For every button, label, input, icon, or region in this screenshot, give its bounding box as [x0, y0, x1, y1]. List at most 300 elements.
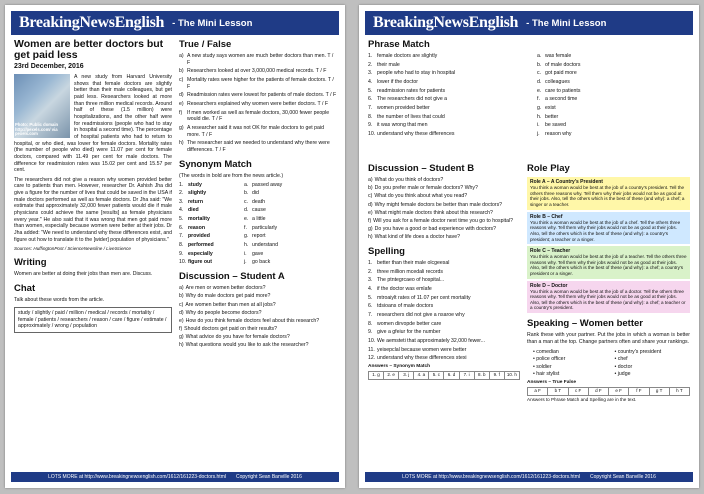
synonym-row	[179, 251, 337, 258]
synonym-word: mortality	[188, 216, 210, 223]
synonym-answer-cell: 3. j	[399, 372, 414, 379]
synonym-answer-cell: 9. f	[490, 372, 505, 379]
tf-answer-cell: c F	[569, 388, 589, 395]
spelling-number: 6.	[368, 303, 373, 310]
spelling-text: We aemsteti that approximately 32,000 fewer...	[377, 337, 486, 344]
true-false-item-letter: g)	[179, 125, 184, 132]
role-card-title: Role C – Teacher	[530, 248, 571, 255]
true-false-item-text: Mortality rates were higher for the patients of female doctors. T / F	[187, 77, 334, 90]
true-false-item-text: A researcher said it was not OK for male doctors to get paid more. T / F	[187, 125, 324, 138]
phrase-start: their male	[377, 61, 400, 68]
discussion-b-question	[368, 177, 520, 184]
synonym-word: study	[188, 181, 202, 188]
synonym-answers-grid	[368, 371, 520, 380]
discussion-b-question-letter: f)	[368, 217, 372, 224]
discussion-b-question-letter: e)	[368, 209, 373, 216]
phrase-start: people who had to stay in hospital	[377, 70, 456, 77]
discussion-a-question-letter: d)	[179, 309, 184, 316]
discussion-a-question	[179, 310, 337, 317]
synonym-word: provided	[188, 233, 210, 240]
phrase-end: a second time	[545, 96, 578, 103]
tf-answer-cell: f F	[629, 388, 649, 395]
discussion-a-question-text: How do you think female doctors feel about this research?	[185, 317, 320, 324]
true-false-item-text: Readmission rates were lowest for patients of male doctors. T / F	[187, 92, 337, 99]
phrase-end: exist	[545, 105, 556, 112]
chat-instruction: Talk about these words from the article.	[14, 297, 105, 304]
spelling-item	[368, 295, 520, 302]
role-card	[527, 177, 690, 209]
true-false-item-letter: e)	[179, 101, 184, 108]
spelling-number: 12.	[368, 355, 376, 362]
spelling-text: give a gfeiur for the number	[377, 329, 441, 336]
bullet-icon: •	[533, 356, 537, 363]
synonym-match: a little	[252, 216, 266, 223]
discussion-a-question	[179, 285, 337, 292]
true-false-item-letter: f)	[179, 109, 183, 116]
bullet-icon: •	[614, 363, 618, 370]
discussion-a-question	[179, 334, 337, 341]
job-label: police officer	[536, 356, 566, 363]
discussion-a-question-text: Why do people become doctors?	[185, 309, 262, 316]
synonym-word: died	[188, 207, 199, 214]
synonym-row	[179, 216, 337, 223]
job-label: country's president	[617, 348, 662, 355]
footer-link[interactable]: LOTS MORE at http://www.breakingnewsenglish.com/1612/161223-doctors.html	[402, 474, 580, 480]
phrase-start: readmission rates for patients	[377, 87, 446, 94]
phrase-letter: f.	[537, 96, 540, 103]
article-date: 23rd December, 2016	[14, 63, 84, 71]
synonym-answer-cell: 8. b	[475, 372, 490, 379]
synonym-number: 2.	[179, 190, 184, 197]
discussion-b-question-letter: g)	[368, 226, 373, 233]
true-false-item-letter: h)	[179, 140, 184, 147]
tf-answer-cell: b T	[548, 388, 568, 395]
spelling-heading: Spelling	[368, 245, 405, 257]
true-false-item	[179, 53, 337, 66]
synonym-letter: d.	[244, 207, 249, 214]
synonym-row	[179, 190, 337, 197]
synonym-row	[179, 259, 337, 266]
bullet-icon: •	[533, 348, 537, 355]
spelling-item	[368, 338, 520, 345]
synonym-match: passed away	[252, 181, 283, 188]
spelling-text: women dirvopde better care	[377, 320, 442, 327]
phrase-end: was female	[545, 53, 572, 60]
phrase-number: 1.	[368, 53, 373, 60]
role-card-text: You think a woman would be best at the job of a chef. Tell the others three reasons why. Tell them why their jobs would not be as good at their jobs. Also, tell the others which is the best of these (and why): a country's president; a teacher or a singer.	[530, 219, 681, 242]
job-item	[533, 356, 609, 363]
role-card-title: Role A – A Country's President	[530, 179, 603, 186]
discussion-b-question-text: Will you ask for a female doctor next time you go to hospital?	[373, 217, 514, 224]
job-item	[615, 349, 691, 356]
tf-answers-label: Answers – True False	[527, 380, 577, 386]
phrase-match-row	[368, 96, 690, 103]
tf-answer-cell: d F	[589, 388, 609, 395]
true-false-item-letter: c)	[179, 77, 184, 84]
discussion-b-question	[368, 202, 520, 209]
chat-word-box: study / slightly / paid / million / medical / records / mortality / female / patients / researchers / reason / care / figure / estimate / approximately / wrong / population	[14, 307, 172, 333]
spelling-number: 3.	[368, 277, 373, 284]
phrase-letter: j.	[537, 131, 540, 138]
synonym-row	[179, 233, 337, 240]
synonym-number: 8.	[179, 242, 184, 249]
synonym-word: especially	[188, 250, 213, 257]
true-false-item-letter: d)	[179, 92, 184, 99]
article-column	[14, 39, 172, 333]
job-label: judge	[617, 371, 631, 378]
discussion-b-question	[368, 226, 520, 233]
synonym-word: return	[188, 198, 203, 205]
tf-answer-cell: g T	[650, 388, 670, 395]
synonym-letter: f.	[244, 224, 247, 231]
phrase-start: women provided better	[377, 105, 430, 112]
tf-answer-cell: h T	[676, 388, 683, 394]
discussion-b-question-letter: d)	[368, 201, 373, 208]
synonym-row	[179, 225, 337, 232]
discussion-b-question-text: Do you prefer male or female doctors? Why?	[374, 185, 478, 192]
tf-answers-grid	[527, 387, 690, 396]
discussion-a-question-text: Should doctors get paid on their results?	[184, 326, 278, 332]
role-card	[527, 246, 690, 278]
discussion-a-question-text: What questions would you like to ask the researcher?	[185, 342, 309, 349]
synonym-word: performed	[188, 242, 214, 249]
writing-heading: Writing	[14, 257, 47, 269]
phrase-number: 8.	[368, 113, 373, 120]
role-card	[527, 281, 690, 313]
synonym-letter: h.	[244, 242, 249, 249]
discussion-b-question	[368, 210, 520, 217]
phrase-number: 3.	[368, 70, 373, 77]
spelling-item	[368, 269, 520, 276]
synonym-row	[179, 182, 337, 189]
phrase-start: lower if the doctor	[377, 79, 418, 86]
synonym-number: 9.	[179, 250, 184, 257]
discussion-a-question-letter: h)	[179, 342, 184, 349]
discussion-b-question-letter: c)	[368, 193, 373, 200]
discussion-b-question	[368, 193, 520, 200]
article-title: Women are better doctors but get paid less	[14, 38, 164, 62]
spelling-list	[368, 260, 520, 362]
phrase-number: 2.	[368, 61, 373, 68]
article-sources: Sources: HuffingtonPost / ScienceNewsline / LiveScience	[14, 246, 131, 252]
phrase-match-row	[368, 88, 690, 95]
discussion-b-question-text: What do you think of doctors?	[374, 177, 444, 184]
discussion-b-question-letter: b)	[368, 185, 373, 192]
synonym-heading: Synonym Match	[179, 158, 252, 170]
phrase-match-row	[368, 131, 690, 138]
synonym-answer-cell: 4. a	[414, 372, 429, 379]
job-label: comedian	[536, 348, 559, 355]
synonym-word: figure out	[188, 259, 212, 266]
discussion-a-question-letter: f)	[179, 326, 183, 332]
role-cards	[527, 177, 690, 313]
article-paragraph-1: A new study from Harvard University shows that female doctors are slightly better than their male colleagues, but get paid less. Researchers looked at more than three million medical records. Around half of these (1.5 million) were hospitalizations, and the other half were for readmissions (people who had to stay in hospital a second time). The percentage of hospital patients who had to return to hospital, or who died, was lower for female doctors. Mortality rates (the number of people who died) were 11.07 per cent for female doctors, compared with 11.49 per cent for male doctors. The difference for readmission rates was 15.02 per cent and 15.57 per cent.	[14, 73, 172, 174]
brand-title: BreakingNewsEnglish	[19, 14, 165, 31]
discussion-b-question	[368, 234, 520, 241]
discussion-a-question-text: Are men or women better doctors?	[185, 285, 266, 292]
phrase-number: 6.	[368, 96, 373, 103]
discussion-a-question-letter: b)	[179, 293, 184, 300]
photo-caption: Photo: Public domain http://pexels.com/ via pexels.com	[15, 122, 59, 137]
phrase-letter: e.	[537, 87, 542, 94]
true-false-item	[179, 110, 337, 123]
synonym-match: cause	[252, 207, 266, 214]
discussion-b-question	[368, 185, 520, 192]
spelling-text: mtroaiylt rates of 11.07 per cent mortality	[377, 294, 471, 301]
spelling-text: three million mcedali records	[377, 268, 444, 275]
phrase-match-section	[368, 39, 690, 140]
bullet-icon: •	[614, 371, 618, 378]
spelling-item	[368, 260, 520, 267]
synonym-number: 4.	[179, 207, 184, 214]
tf-answer-cell: a F	[528, 388, 548, 395]
synonym-match: go back	[252, 259, 271, 266]
spelling-number: 11.	[368, 346, 375, 353]
phrase-number: 7.	[368, 105, 373, 112]
phrase-end: care to patients	[545, 87, 581, 94]
true-false-list	[179, 53, 337, 154]
discussion-b-question-text: What might male doctors think about this research?	[374, 209, 493, 216]
synonym-number: 6.	[179, 224, 184, 231]
true-false-item-letter: a)	[179, 53, 184, 60]
synonym-letter: j.	[244, 259, 247, 266]
synonym-match: did	[252, 190, 259, 197]
job-item	[615, 356, 691, 363]
synonym-number: 7.	[179, 233, 184, 240]
role-card-title: Role D – Doctor	[530, 282, 568, 289]
synonym-letter: e.	[244, 216, 249, 223]
job-item	[533, 349, 609, 356]
synonym-word: slightly	[188, 190, 207, 197]
spelling-text: tdsioans of male doctors	[377, 303, 434, 310]
true-false-item	[179, 101, 337, 108]
spelling-number: 8.	[368, 320, 373, 327]
role-card-text: You think a woman would be best at the job of a teacher. Tell the others three reasons why. Tell them why their jobs would not be as good at their jobs. Also, tell the others which is the best of these (and why): a chef; a country's president or a singer.	[530, 254, 687, 276]
synonym-match: particularly	[252, 224, 278, 231]
spelling-item	[368, 321, 520, 328]
spelling-item	[368, 303, 520, 310]
page-footer	[365, 472, 693, 482]
job-item	[533, 371, 609, 378]
phrase-letter: g.	[537, 105, 542, 112]
phrase-letter: b.	[537, 61, 542, 68]
discussion-a-question-text: Why do male doctors get paid more?	[185, 293, 271, 300]
synonym-list	[179, 182, 337, 267]
bullet-icon: •	[614, 348, 618, 355]
spelling-text: yeisepclal because women were better	[377, 346, 467, 353]
discussion-a-question	[179, 293, 337, 300]
discussion-b-question-letter: h)	[368, 234, 373, 241]
phrase-match-row	[368, 122, 690, 129]
discussion-a-question	[179, 326, 337, 333]
synonym-answer-cell: 10. h	[506, 372, 517, 378]
header-subtitle: - The Mini Lesson	[172, 17, 253, 29]
phrase-start: female doctors are slightly	[377, 53, 438, 60]
footer-copyright: Copyright Sean Banville 2016	[235, 474, 302, 480]
job-label: soldier	[536, 363, 552, 370]
phrase-start: the number of lives that could	[377, 113, 445, 120]
job-label: doctor	[617, 363, 633, 370]
phrase-number: 9.	[368, 122, 373, 129]
phrase-end: be saved	[545, 122, 567, 129]
header-subtitle: - The Mini Lesson	[526, 17, 607, 29]
synonym-number: 3.	[179, 198, 184, 205]
chat-heading: Chat	[14, 283, 36, 295]
spelling-number: 1.	[368, 260, 373, 267]
phrase-number: 10.	[368, 131, 376, 138]
phrase-end: of male doctors	[545, 61, 581, 68]
role-play-heading: Role Play	[527, 163, 570, 174]
discussion-b-question-text: What do you think about what you read?	[374, 193, 468, 200]
exercises-column	[179, 39, 337, 350]
synonym-letter: c.	[244, 198, 249, 205]
speaking-heading: Speaking – Women better	[527, 318, 643, 330]
role-card	[527, 212, 690, 244]
writing-prompt: Women are better at doing their jobs than men are. Discuss.	[14, 271, 153, 278]
discussion-b-question	[368, 218, 520, 225]
phrase-start: understand why these differences	[377, 131, 455, 138]
synonym-answers-label: Answers – Synonym Match	[368, 363, 431, 369]
spelling-text: if the doctor was emlafe	[377, 286, 432, 293]
job-item	[615, 371, 691, 378]
tf-answer-cell: e F	[609, 388, 629, 395]
synonym-letter: i.	[244, 250, 247, 257]
phrase-end: colleagues	[545, 79, 570, 86]
discussion-a-question	[179, 342, 337, 349]
synonym-note: (The words in bold are from the news article.)	[179, 172, 284, 179]
discussion-b-question-text: What kind of life does a doctor have?	[374, 234, 460, 241]
spelling-item	[368, 286, 520, 293]
job-label: hair stylist	[536, 371, 560, 378]
spelling-text: better than their male olcgeesal	[377, 260, 450, 267]
discussion-a-question-text: Are women better than men at all jobs?	[185, 301, 276, 308]
speaking-job-list	[527, 349, 690, 379]
phrase-end: better	[545, 113, 559, 120]
synonym-letter: a.	[244, 181, 249, 188]
phrase-end: reason why	[545, 131, 572, 138]
phrase-match-row	[368, 114, 690, 121]
spelling-item	[368, 277, 520, 284]
footer-link[interactable]: LOTS MORE at http://www.breakingnewsenglish.com/1612/161223-doctors.html	[48, 474, 226, 480]
spelling-number: 7.	[368, 312, 373, 318]
synonym-answer-cell: 5. c	[429, 372, 444, 379]
bullet-icon: •	[614, 356, 618, 363]
phrase-letter: a.	[537, 53, 542, 60]
synonym-row	[179, 207, 337, 214]
discussion-a-heading: Discussion – Student A	[179, 271, 285, 283]
phrase-start: The researchers did not give a	[377, 96, 448, 103]
discussion-a-question	[179, 318, 337, 325]
phrase-match-row	[368, 70, 690, 77]
discussion-a-list	[179, 285, 337, 349]
discussion-b-list	[368, 177, 520, 241]
discussion-a-question-letter: g)	[179, 334, 184, 341]
synonym-number: 1.	[179, 181, 184, 188]
true-false-item-text: The researcher said we needed to understand why there were differences. T / F	[187, 140, 330, 154]
phrase-number: 4.	[368, 79, 373, 86]
discussion-a-question	[179, 302, 337, 309]
bullet-icon: •	[533, 371, 537, 378]
phrase-letter: i.	[537, 122, 540, 129]
role-card-text: You think a woman would be best at the job of a country's president. Tell the others three reasons why. Tell them why their jobs would not be as good at their jobs. Also, tell the others which is the best of these (and why): a chef; a singer or a teacher.	[530, 185, 685, 208]
synonym-letter: g.	[244, 233, 249, 240]
discussion-a-question-letter: c)	[179, 301, 184, 308]
synonym-number: 5.	[179, 216, 184, 223]
spelling-text: researchers did not give a nsaroe why	[377, 312, 465, 318]
true-false-heading: True / False	[179, 39, 232, 50]
discussion-b-question-letter: a)	[368, 177, 373, 184]
footer-copyright: Copyright Sean Banville 2016	[589, 474, 656, 480]
true-false-item	[179, 92, 337, 99]
phrase-letter: c.	[537, 70, 542, 77]
spelling-item	[368, 347, 520, 354]
synonym-answer-cell: 2. e	[384, 372, 399, 379]
phrase-number: 5.	[368, 87, 373, 94]
synonym-match: report	[252, 233, 266, 240]
role-card-text: You think a woman would be best at the job of a doctor. Tell the others three reasons why. Tell them why their jobs would not be as good at their jobs. Also, tell the others which is the best of these (and why): a chef; a teacher or a country's president.	[530, 288, 686, 311]
phrase-start: it was wrong that men	[377, 122, 428, 129]
job-item	[615, 364, 691, 371]
spelling-item	[368, 312, 520, 319]
synonym-answer-cell: 6. d	[444, 372, 459, 379]
worksheet-page-2	[359, 5, 699, 488]
spelling-text: understand why these differences stexi	[377, 355, 467, 362]
worksheet-page-1	[5, 5, 345, 488]
synonym-match: understand	[252, 242, 278, 249]
spelling-number: 9.	[368, 329, 373, 336]
synonym-row	[179, 199, 337, 206]
left-column	[368, 163, 520, 380]
phrase-end: got paid more	[545, 70, 577, 77]
spelling-item	[368, 355, 520, 362]
role-card-title: Role B – Chef	[530, 213, 563, 220]
synonym-match: gave	[252, 250, 264, 257]
synonym-match: death	[252, 198, 265, 205]
page-header	[11, 11, 339, 35]
true-false-item	[179, 68, 337, 75]
page-header	[365, 11, 693, 35]
phrase-answers-note: Answers to Phrase Match and Spelling are in the text.	[527, 397, 637, 403]
true-false-item-text: If men worked as well as female doctors, 30,000 fewer people would die. T / F	[187, 109, 330, 123]
true-false-item-letter: b)	[179, 68, 184, 75]
job-item	[533, 364, 609, 371]
discussion-b-question-text: Why might female doctors be better than male doctors?	[374, 201, 503, 208]
phrase-match-row	[368, 62, 690, 69]
true-false-item	[179, 125, 337, 138]
synonym-row	[179, 242, 337, 249]
page-footer	[11, 472, 339, 482]
synonym-number: 10.	[179, 259, 187, 266]
true-false-item-text: Researchers explained why women were better doctors. T / F	[187, 101, 329, 108]
phrase-match-heading: Phrase Match	[368, 39, 430, 50]
phrase-match-row	[368, 105, 690, 112]
discussion-b-heading: Discussion – Student B	[368, 163, 475, 174]
speaking-instruction: Rank these with your partner. Put the jobs in which a woman is better than a man at the top. Change partners often and share your rankings.	[527, 332, 690, 345]
discussion-b-question-text: Do you have a good or bad experience with doctors?	[374, 226, 497, 233]
phrase-match-list	[368, 53, 690, 138]
discussion-a-question-letter: a)	[179, 285, 184, 292]
spelling-number: 10.	[368, 337, 376, 344]
phrase-letter: h.	[537, 113, 542, 120]
phrase-letter: d.	[537, 79, 542, 86]
spelling-number: 4.	[368, 286, 373, 293]
article-photo	[14, 74, 70, 138]
synonym-letter: b.	[244, 190, 249, 197]
bullet-icon: •	[533, 363, 537, 370]
phrase-match-row	[368, 79, 690, 86]
discussion-a-question-text: What advice do you have for female doctors?	[185, 334, 290, 341]
synonym-answer-cell: 1. g	[369, 372, 384, 379]
